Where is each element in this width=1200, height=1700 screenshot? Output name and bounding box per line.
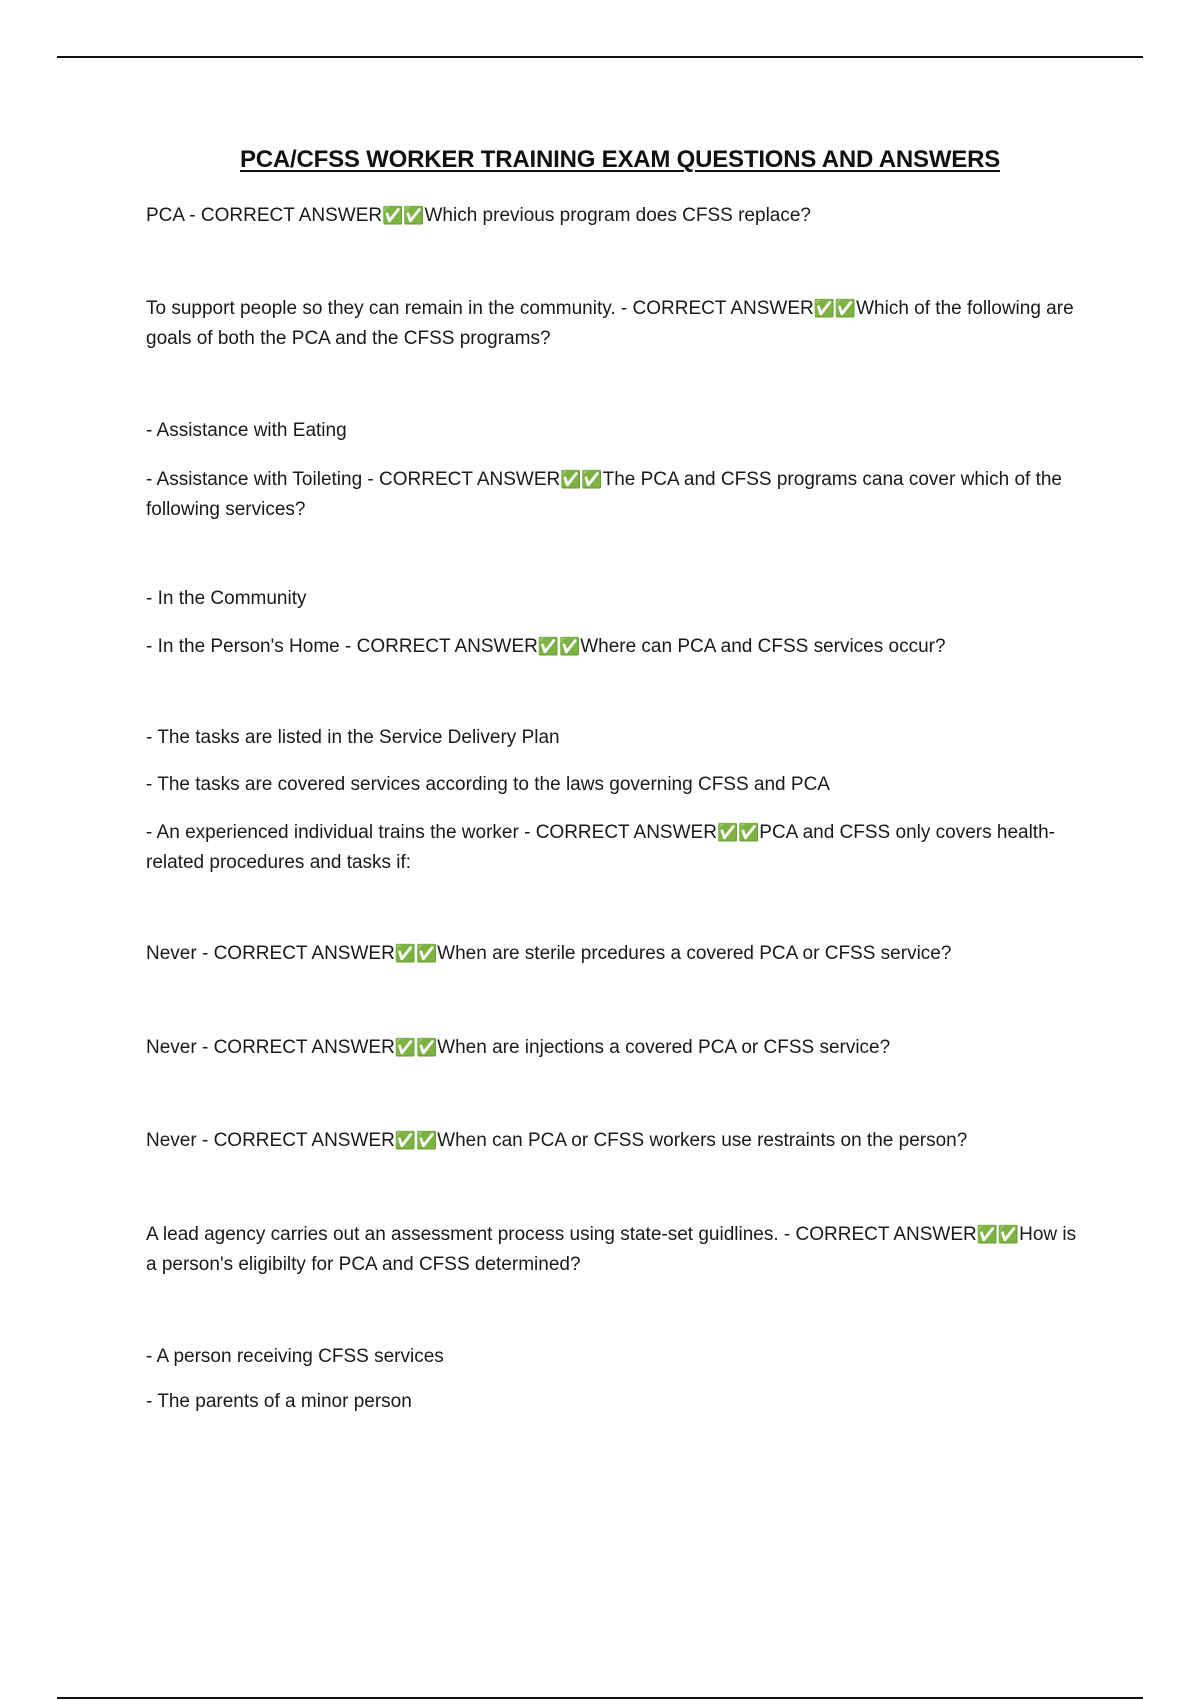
qa-line-9: A lead agency carries out an assessment process using state-set guidlines. - CORRECT ANSWER✅✅How is a person's eligibilty for PCA and CFSS determined?: [146, 1224, 1077, 1275]
double-check-icon: ✅✅: [394, 944, 438, 964]
qa-line-5: - An experienced individual trains the worker - CORRECT ANSWER✅✅PCA and CFSS only covers health-related procedures and tasks if:: [146, 822, 1055, 873]
double-check-icon: ✅✅: [976, 1225, 1020, 1245]
qa-line-2: To support people so they can remain in the community. - CORRECT ANSWER✅✅Which of the following are goals of both the PCA and the CFSS programs?: [146, 298, 1074, 349]
list-item: - A person receiving CFSS services: [146, 1346, 444, 1367]
list-item: - In the Community: [146, 588, 307, 609]
qa-line-6: Never - CORRECT ANSWER✅✅When are sterile prcedures a covered PCA or CFSS service?: [146, 943, 952, 964]
list-item: - The parents of a minor person: [146, 1391, 412, 1412]
footer-rule: [57, 1697, 1143, 1699]
list-item: - Assistance with Eating: [146, 420, 347, 441]
qa-line-7: Never - CORRECT ANSWER✅✅When are injections a covered PCA or CFSS service?: [146, 1037, 891, 1058]
list-item: - The tasks are listed in the Service Delivery Plan: [146, 727, 560, 748]
double-check-icon: ✅✅: [537, 637, 581, 657]
qa-line-4: - In the Person's Home - CORRECT ANSWER✅✅Where can PCA and CFSS services occur?: [146, 636, 946, 657]
double-check-icon: ✅✅: [394, 1038, 438, 1058]
qa-line-3: - Assistance with Toileting - CORRECT ANSWER✅✅The PCA and CFSS programs cana cover which of the following services?: [146, 469, 1062, 520]
double-check-icon: ✅✅: [560, 470, 603, 490]
double-check-icon: ✅✅: [382, 206, 425, 226]
list-item: - The tasks are covered services according to the laws governing CFSS and PCA: [146, 774, 830, 795]
qa-line-8: Never - CORRECT ANSWER✅✅When can PCA or CFSS workers use restraints on the person?: [146, 1130, 968, 1151]
qa-line-1: PCA - CORRECT ANSWER✅✅Which previous program does CFSS replace?: [146, 205, 811, 226]
double-check-icon: ✅✅: [394, 1131, 438, 1151]
header-rule: [57, 56, 1143, 58]
double-check-icon: ✅✅: [716, 823, 760, 843]
document-title: PCA/CFSS WORKER TRAINING EXAM QUESTIONS AND ANSWERS: [239, 146, 1001, 173]
double-check-icon: ✅✅: [813, 299, 857, 319]
